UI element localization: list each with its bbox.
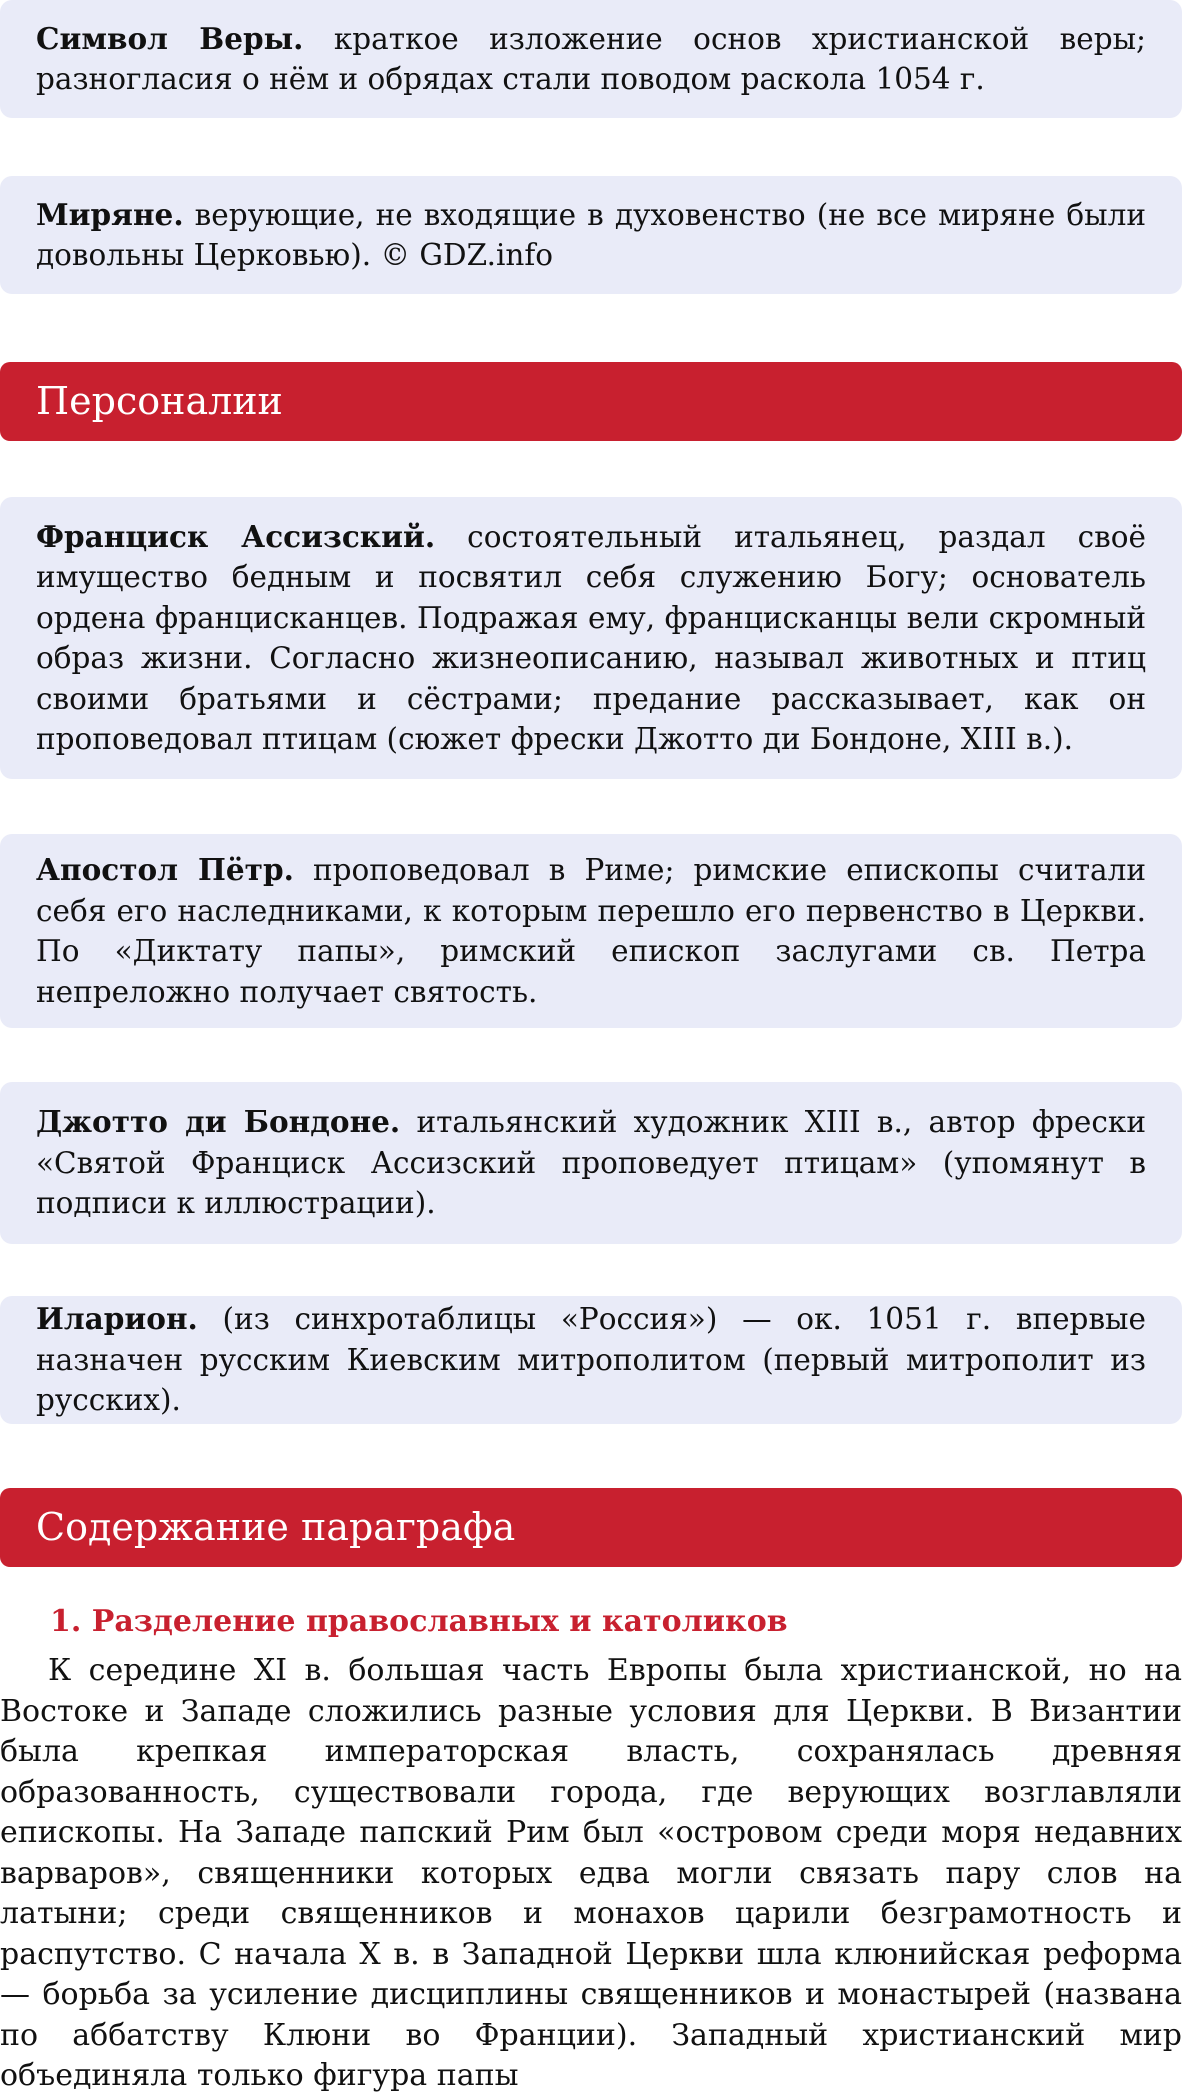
person-entry <box>36 850 1146 1012</box>
person-entry <box>36 1102 1146 1224</box>
term-card-symbol-of-faith <box>0 0 1182 118</box>
term-description: краткое изложение основ христианской веры; разногласия о нём и обрядах стали поводом раскола 1054 г. <box>36 21 1146 96</box>
person-entry <box>36 1299 1146 1421</box>
term-description: верующие, не входящие в духовенство (не все миряне были довольны Церковью). © GDZ.info <box>36 197 1146 272</box>
person-name: Франциск Ассизский. <box>36 518 436 554</box>
person-description: (из синхротаблицы «Россия») — ок. 1051 г. впервые назначен русским Киевским митрополитом (первый митрополит из русских). <box>36 1302 1146 1418</box>
term-title: Миряне. <box>36 196 184 232</box>
term-title: Символ Веры. <box>36 20 304 56</box>
term-entry <box>36 195 1146 276</box>
section-banner-personalities <box>0 362 1182 441</box>
section-title: Содержание параграфа <box>36 1505 516 1549</box>
term-card-laity <box>0 176 1182 294</box>
person-name: Иларион. <box>36 1301 198 1337</box>
person-name: Апостол Пётр. <box>36 852 294 887</box>
person-card-francis <box>0 497 1182 779</box>
person-description: проповедовал в Риме; римские епископы считали себя его наследниками, к которым перешло его первенство в Церкви. По «Диктату папы», римский епископ заслугами св. Петра непреложно получает святость. <box>36 853 1147 1009</box>
body-paragraph: К середине XI в. большая часть Европы была христианской, но на Востоке и Западе сложились разные условия для Церкви. В Византии была крепкая императорская власть, сохранялась древняя образованность, существовали города, где верующих возглавляли епископы. На Западе папский Рим был «островом среди моря недавних варваров», священники которых едва могли связать пару слов на латыни; среди священников и монахов царили безграмотность и распутство. С начала X в. в Западной Церкви шла клюнийская реформа — борьба за усиление дисциплины священников и монастырей (названа по аббатству Клюни во Франции). Западный христианский мир объединяла только фигура папы <box>0 1653 1182 2093</box>
section-banner-content <box>0 1488 1182 1567</box>
person-card-giotto <box>0 1082 1182 1244</box>
person-entry <box>36 517 1146 760</box>
section-title: Персоналии <box>36 379 283 423</box>
person-description: итальянский художник XIII в., автор фрески «Святой Франциск Ассизский проповедует птицам» (упомянут в подписи к иллюстрации). <box>36 1105 1146 1221</box>
person-card-peter <box>0 834 1182 1028</box>
person-name: Джотто ди Бондоне. <box>36 1104 401 1140</box>
subheading: 1. Разделение православных и католиков <box>50 1604 788 1639</box>
person-description: состоятельный итальянец, раздал своё имущество бедным и посвятил себя служению Богу; основатель ордена францисканцев. Подражая ему, францисканцы вели скромный образ жизни. Согласно жизнеописанию, называл животных и птиц своими братьями и сёстрами; предание рассказывает, как он проповедовал птицам (сюжет фрески Джотто ди Бондоне, XIII в.). <box>36 519 1146 756</box>
term-entry <box>36 19 1146 100</box>
person-card-hilarion <box>0 1296 1182 1424</box>
